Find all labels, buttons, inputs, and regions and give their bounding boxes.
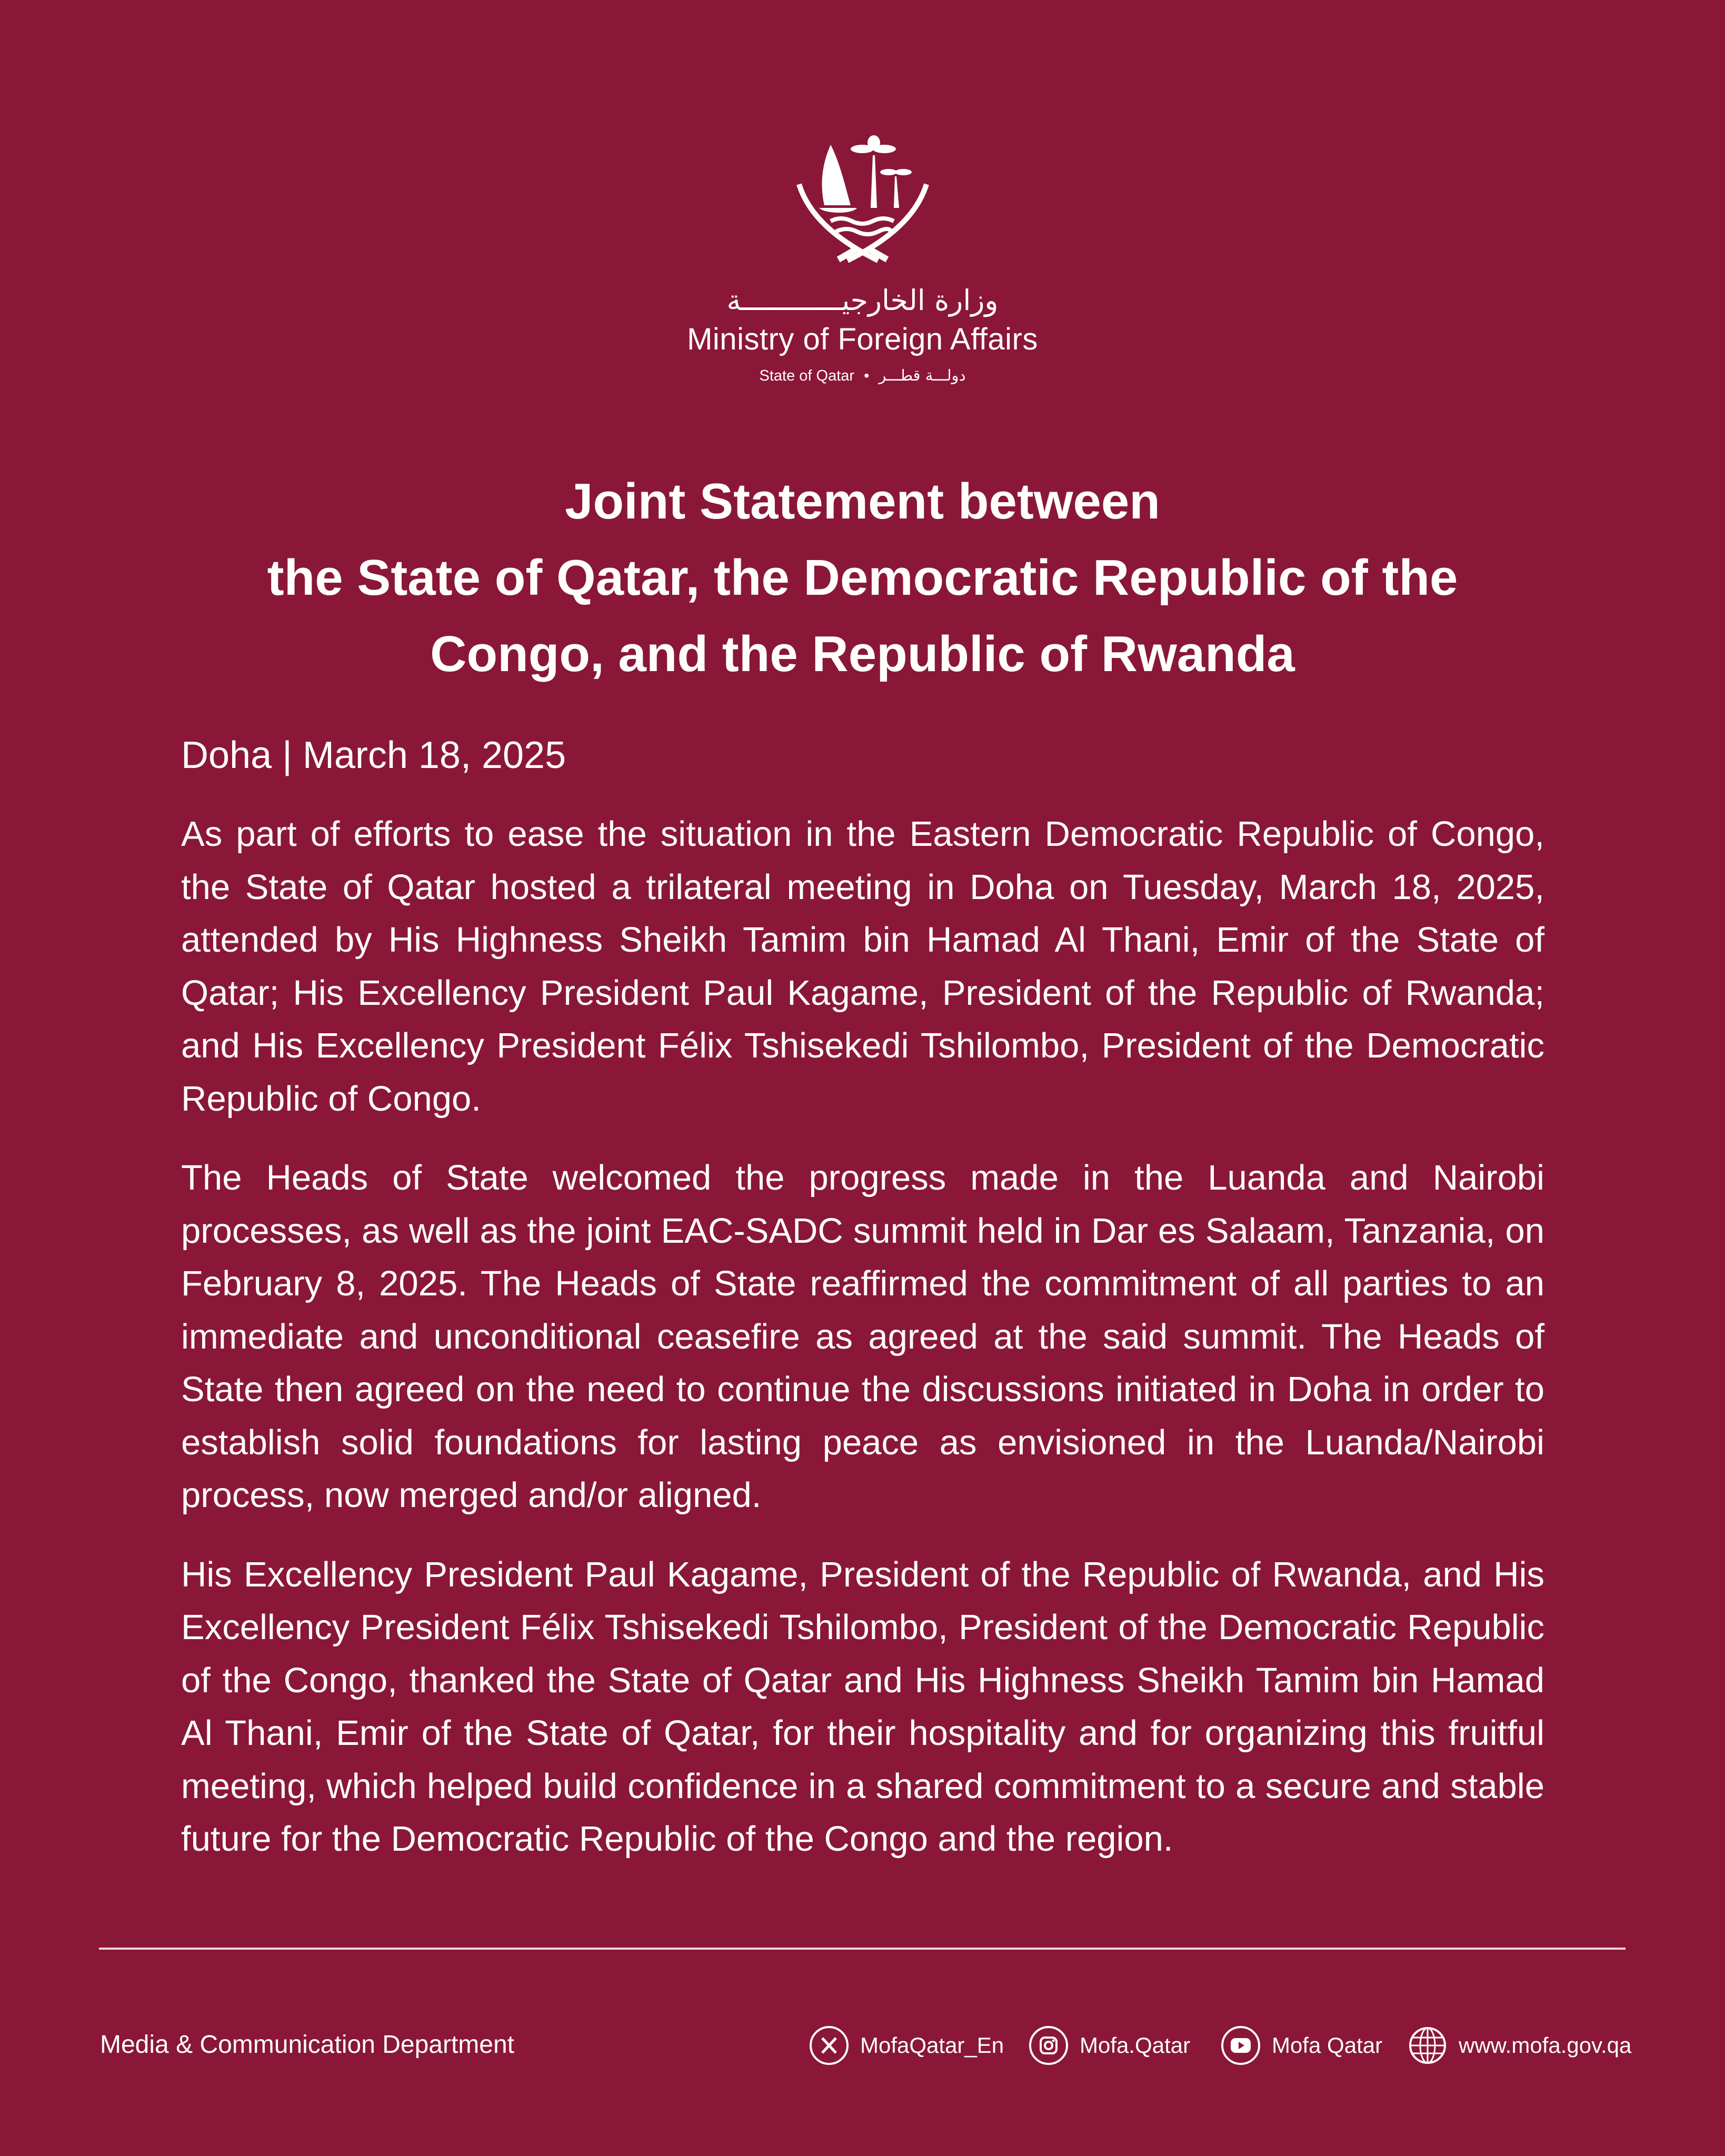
statement-body <box>181 808 1544 1892</box>
ministry-name-arabic: وزارة الخارجيــــــــــــة <box>726 284 999 317</box>
body-paragraph: As part of efforts to ease the situation in the Eastern Democratic Republic of Congo, the State of Qatar hosted a trilateral meeting in Doha on Tuesday, March 18, 2025, attended by His Highness Sheikh Tamim bin Hamad Al Thani, Emir of the State of Qatar; His Excellency President Paul Kagame, President of the Republic of Rwanda; and His Excellency President Félix Tshisekedi Tshilombo, President of the Democratic Republic of Congo. <box>181 814 1544 1119</box>
state-separator: • <box>864 367 870 384</box>
social-label: www.mofa.gov.qa <box>1459 2033 1632 2058</box>
state-line <box>684 364 1041 387</box>
title-line: Joint Statement between <box>565 473 1160 530</box>
qatar-emblem-icon <box>794 134 932 271</box>
x-icon <box>810 2026 849 2065</box>
title-line: Congo, and the Republic of Rwanda <box>430 626 1295 682</box>
statement-title <box>158 463 1567 692</box>
state-name-arabic: دولـــة قطـــر <box>879 366 966 384</box>
footer-divider <box>99 1948 1626 1950</box>
department-label: Media & Communication Department <box>100 2031 515 2059</box>
instagram-icon <box>1029 2026 1068 2065</box>
social-label: MofaQatar_En <box>860 2033 1004 2058</box>
social-label: Mofa.Qatar <box>1080 2033 1191 2058</box>
social-x[interactable] <box>810 2025 1004 2066</box>
ministry-logo-text <box>684 282 1041 387</box>
social-instagram[interactable] <box>1029 2025 1190 2066</box>
body-paragraph: His Excellency President Paul Kagame, President of the Republic of Rwanda, and His Excellency President Félix Tshisekedi Tshilombo, President of the Democratic Republic of the Congo, thanked the State of Qatar and His Highness Sheikh Tamim bin Hamad Al Thani, Emir of the State of Qatar, for their hospitality and for organizing this fruitful meeting, which helped build confidence in a shared commitment to a secure and stable future for the Democratic Republic of the Congo and the region. <box>181 1554 1544 1859</box>
ministry-name-english: Ministry of Foreign Affairs <box>687 322 1038 356</box>
youtube-icon <box>1221 2026 1260 2065</box>
state-name-english: State of Qatar <box>759 367 855 384</box>
globe-icon <box>1408 2026 1447 2065</box>
social-youtube[interactable] <box>1221 2025 1382 2066</box>
title-line: the State of Qatar, the Democratic Republic of the <box>267 550 1458 606</box>
dateline: Doha | March 18, 2025 <box>181 734 566 776</box>
social-label: Mofa Qatar <box>1272 2033 1383 2058</box>
social-website[interactable] <box>1408 2025 1631 2066</box>
body-paragraph: The Heads of State welcomed the progress made in the Luanda and Nairobi processes, as well as the joint EAC-SADC summit held in Dar es Salaam, Tanzania, on February 8, 2025. The Heads of State reaffirmed the commitment of all parties to an immediate and unconditional ceasefire as agreed at the said summit. The Heads of State then agreed on the need to continue the discussions initiated in Doha in order to establish solid foundations for lasting peace as envisioned in the Luanda/Nairobi process, now merged and/or aligned. <box>181 1158 1544 1515</box>
